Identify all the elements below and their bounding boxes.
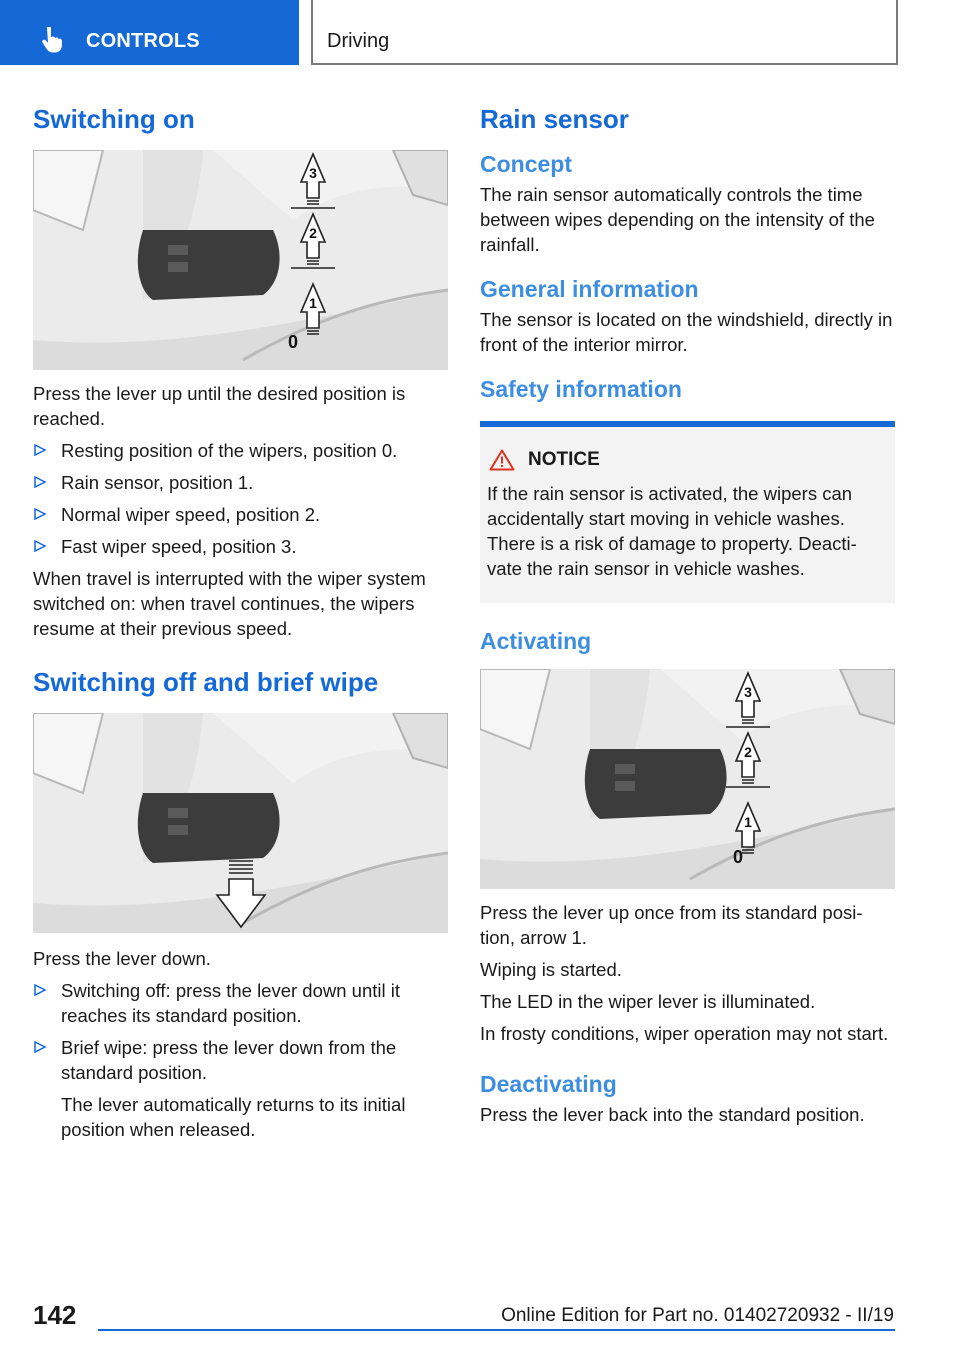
triangle-bullet-icon bbox=[33, 983, 47, 997]
page-number: 142 bbox=[33, 1300, 77, 1330]
deactivating-heading: Deactivating bbox=[480, 1071, 617, 1097]
switching-off-list bbox=[33, 978, 448, 1142]
edition-text: Online Edition for Part no. 01402720932 - II/19 bbox=[501, 1305, 894, 1326]
deactivating-text: Press the lever back into the standard position. bbox=[480, 1104, 865, 1125]
list-item: Resting position of the wipers, position 0. bbox=[33, 438, 448, 463]
general-info-text: The sensor is located on the windshield, directly in front of the interior mirror. bbox=[480, 309, 893, 355]
notice-box bbox=[480, 421, 895, 603]
concept-text: The rain sensor automatically controls the time between wipes depending on the intensity of the rainfall. bbox=[480, 184, 875, 255]
figure-label-0: 0 bbox=[287, 332, 299, 352]
activating-heading: Activating bbox=[480, 628, 592, 654]
general-info-heading: General information bbox=[480, 276, 699, 302]
triangle-bullet-icon bbox=[33, 507, 47, 521]
position-list bbox=[33, 438, 448, 559]
rain-sensor-title: Rain sensor bbox=[480, 104, 629, 134]
interrupted-travel-note: When travel is interrupted with the wiper system switched on: when travel continues, the wipers resume at their previous speed. bbox=[33, 568, 426, 639]
chapter-label: Driving bbox=[327, 30, 390, 52]
figure-label-3: 3 bbox=[744, 684, 752, 700]
list-item: Fast wiper speed, position 3. bbox=[33, 534, 448, 559]
pointing-hand-icon bbox=[40, 27, 64, 53]
concept-heading: Concept bbox=[480, 151, 572, 177]
figure-label-1: 1 bbox=[744, 814, 752, 830]
right-column bbox=[480, 96, 895, 1127]
triangle-bullet-icon bbox=[33, 443, 47, 457]
notice-title-row bbox=[487, 449, 887, 471]
switching-off-title: Switching off and brief wipe bbox=[33, 667, 379, 697]
activating-p2: Wiping is started. bbox=[480, 959, 622, 980]
triangle-bullet-icon bbox=[33, 475, 47, 489]
figure-label-2: 2 bbox=[744, 744, 752, 760]
activating-p4: In frosty conditions, wiper operation may not start. bbox=[480, 1023, 889, 1044]
section-tab[interactable] bbox=[0, 0, 299, 65]
left-column bbox=[33, 96, 448, 1142]
chapter-box bbox=[311, 0, 898, 65]
figure-label-2: 2 bbox=[309, 225, 317, 241]
figure-label-1: 1 bbox=[309, 295, 317, 311]
list-item-extra: The lever automatically returns to its initial position when released. bbox=[61, 1094, 406, 1140]
notice-text: If the rain sensor is activated, the wipers can accidentally start moving in vehicle washes. There is a risk of damage to property. Deacti-vate the rain sensor in vehicle washes. bbox=[487, 483, 857, 579]
activating-p1: Press the lever up once from its standard posi-tion, arrow 1. bbox=[480, 902, 863, 948]
footer-rule bbox=[98, 1329, 895, 1331]
switching-off-intro: Press the lever down. bbox=[33, 948, 211, 969]
list-item: Normal wiper speed, position 2. bbox=[33, 502, 448, 527]
list-item: Brief wipe: press the lever down from the standard position. The lever automatically returns to its initial position when released. bbox=[33, 1035, 448, 1142]
notice-title: NOTICE bbox=[528, 449, 600, 470]
switching-on-title: Switching on bbox=[33, 104, 195, 134]
section-label: CONTROLS bbox=[86, 30, 200, 52]
figure-label-0: 0 bbox=[732, 847, 744, 867]
list-item: Rain sensor, position 1. bbox=[33, 470, 448, 495]
wiper-lever-up-figure bbox=[33, 150, 448, 370]
switching-on-intro: Press the lever up until the desired position is reached. bbox=[33, 383, 406, 429]
figure-label-3: 3 bbox=[309, 165, 317, 181]
safety-info-heading: Safety information bbox=[480, 376, 682, 402]
activating-lever-figure bbox=[480, 669, 895, 889]
activating-p3: The LED in the wiper lever is illuminated. bbox=[480, 991, 816, 1012]
wiper-lever-down-figure bbox=[33, 713, 448, 933]
warning-triangle-icon bbox=[489, 449, 515, 471]
triangle-bullet-icon bbox=[33, 539, 47, 553]
list-item: Switching off: press the lever down until it reaches its standard position. bbox=[33, 978, 448, 1028]
triangle-bullet-icon bbox=[33, 1040, 47, 1054]
